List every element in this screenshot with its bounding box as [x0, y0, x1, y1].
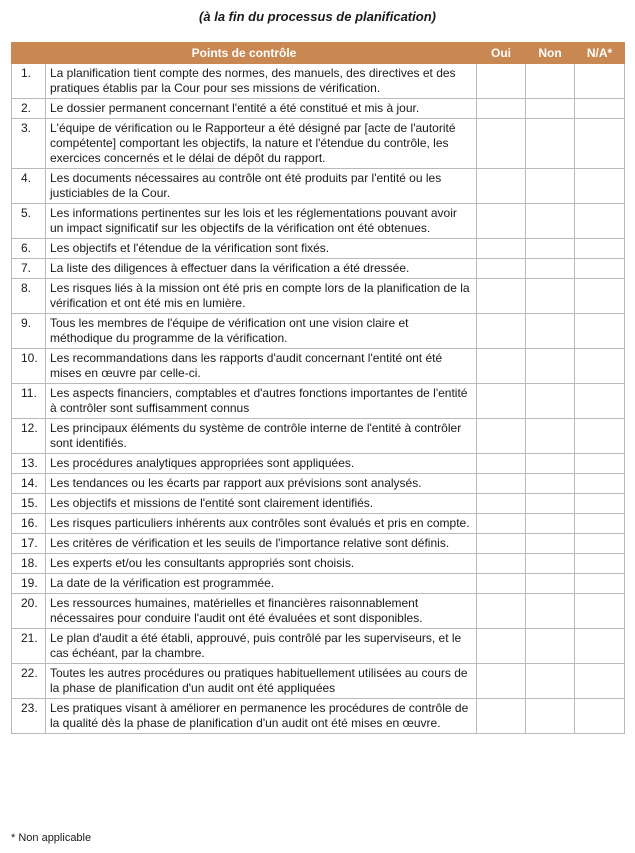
row-text: Tous les membres de l'équipe de vérification ont une vision claire et méthodique du programme de la vérification. — [46, 314, 477, 349]
non-cell[interactable] — [526, 554, 575, 574]
subtitle: (à la fin du processus de planification) — [199, 9, 436, 24]
non-cell[interactable] — [526, 279, 575, 314]
table-row — [12, 574, 625, 594]
row-text: La date de la vérification est programmée. — [46, 574, 477, 594]
na-cell[interactable] — [575, 494, 625, 514]
na-cell[interactable] — [575, 554, 625, 574]
row-text: Le dossier permanent concernant l'entité a été constitué et mis à jour. — [46, 99, 477, 119]
table-row — [12, 664, 625, 699]
na-cell[interactable] — [575, 64, 625, 99]
na-cell[interactable] — [575, 629, 625, 664]
oui-cell[interactable] — [477, 664, 526, 699]
table-row — [12, 494, 625, 514]
header-non: Non — [526, 43, 575, 64]
row-number: 7. — [12, 259, 46, 279]
row-text: Les objectifs et l'étendue de la vérification sont fixés. — [46, 239, 477, 259]
non-cell[interactable] — [526, 474, 575, 494]
table-row — [12, 204, 625, 239]
non-cell[interactable] — [526, 594, 575, 629]
non-cell[interactable] — [526, 534, 575, 554]
row-text: Les aspects financiers, comptables et d'autres fonctions importantes de l'entité à contrôler sont suffisamment connus — [46, 384, 477, 419]
row-number: 22. — [12, 664, 46, 699]
row-text: Les ressources humaines, matérielles et financières raisonnablement nécessaires pour conduire l'audit ont été évaluées et sont disponibles. — [46, 594, 477, 629]
oui-cell[interactable] — [477, 239, 526, 259]
oui-cell[interactable] — [477, 349, 526, 384]
non-cell[interactable] — [526, 384, 575, 419]
oui-cell[interactable] — [477, 594, 526, 629]
row-number: 11. — [12, 384, 46, 419]
non-cell[interactable] — [526, 349, 575, 384]
table-row — [12, 384, 625, 419]
non-cell[interactable] — [526, 314, 575, 349]
row-number: 10. — [12, 349, 46, 384]
na-cell[interactable] — [575, 454, 625, 474]
na-cell[interactable] — [575, 239, 625, 259]
table-row — [12, 419, 625, 454]
non-cell[interactable] — [526, 514, 575, 534]
table-row — [12, 259, 625, 279]
oui-cell[interactable] — [477, 384, 526, 419]
row-text: Toutes les autres procédures ou pratiques habituellement utilisées au cours de la phase de planification d'un audit ont été appliquées — [46, 664, 477, 699]
row-number: 8. — [12, 279, 46, 314]
oui-cell[interactable] — [477, 169, 526, 204]
row-number: 2. — [12, 99, 46, 119]
oui-cell[interactable] — [477, 99, 526, 119]
table-row — [12, 474, 625, 494]
row-number: 4. — [12, 169, 46, 204]
na-cell[interactable] — [575, 259, 625, 279]
row-text: Les experts et/ou les consultants appropriés sont choisis. — [46, 554, 477, 574]
na-cell[interactable] — [575, 699, 625, 734]
row-number: 1. — [12, 64, 46, 99]
row-text: Les principaux éléments du système de contrôle interne de l'entité à contrôler sont identifiés. — [46, 419, 477, 454]
row-number: 19. — [12, 574, 46, 594]
checklist-table — [11, 42, 625, 734]
row-text: L'équipe de vérification ou le Rapporteur a été désigné par [acte de l'autorité compétente] comportant les objectifs, la nature et l'étendue du contrôle, les exercices concernés et le délai de dépôt du rapport. — [46, 119, 477, 169]
oui-cell[interactable] — [477, 279, 526, 314]
row-number: 16. — [12, 514, 46, 534]
row-text: Les risques liés à la mission ont été pris en compte lors de la planification de la vérification et ont été mis en lumière. — [46, 279, 477, 314]
na-cell[interactable] — [575, 419, 625, 454]
non-cell[interactable] — [526, 169, 575, 204]
non-cell[interactable] — [526, 99, 575, 119]
na-cell[interactable] — [575, 169, 625, 204]
table-row — [12, 629, 625, 664]
oui-cell[interactable] — [477, 259, 526, 279]
table-header-row — [12, 43, 625, 64]
footnote: * Non applicable — [11, 832, 92, 844]
row-text: La planification tient compte des normes, des manuels, des directives et des pratiques établis par la Cour pour ses missions de vérification. — [46, 64, 477, 99]
oui-cell[interactable] — [477, 629, 526, 664]
non-cell[interactable] — [526, 64, 575, 99]
oui-cell[interactable] — [477, 494, 526, 514]
row-number: 21. — [12, 629, 46, 664]
table-row — [12, 169, 625, 204]
table-row — [12, 594, 625, 629]
na-cell[interactable] — [575, 514, 625, 534]
na-cell[interactable] — [575, 99, 625, 119]
table-row — [12, 64, 625, 99]
row-text: Les informations pertinentes sur les lois et les réglementations pouvant avoir un impact significatif sur les objectifs de la vérification ont été obtenues. — [46, 204, 477, 239]
oui-cell[interactable] — [477, 119, 526, 169]
row-number: 6. — [12, 239, 46, 259]
non-cell[interactable] — [526, 419, 575, 454]
non-cell[interactable] — [526, 629, 575, 664]
row-text: Les risques particuliers inhérents aux contrôles sont évalués et pris en compte. — [46, 514, 477, 534]
header-na: N/A* — [575, 43, 625, 64]
oui-cell[interactable] — [477, 64, 526, 99]
oui-cell[interactable] — [477, 534, 526, 554]
row-number: 5. — [12, 204, 46, 239]
non-cell[interactable] — [526, 699, 575, 734]
non-cell[interactable] — [526, 239, 575, 259]
na-cell[interactable] — [575, 279, 625, 314]
oui-cell[interactable] — [477, 574, 526, 594]
row-text: Les recommandations dans les rapports d'audit concernant l'entité ont été mises en œuvre par celle-ci. — [46, 349, 477, 384]
na-cell[interactable] — [575, 119, 625, 169]
table-row — [12, 699, 625, 734]
na-cell[interactable] — [575, 574, 625, 594]
row-text: Les procédures analytiques appropriées sont appliquées. — [46, 454, 477, 474]
row-number: 18. — [12, 554, 46, 574]
oui-cell[interactable] — [477, 699, 526, 734]
row-number: 15. — [12, 494, 46, 514]
row-number: 14. — [12, 474, 46, 494]
header-oui: Oui — [477, 43, 526, 64]
table-row — [12, 454, 625, 474]
na-cell[interactable] — [575, 474, 625, 494]
non-cell[interactable] — [526, 664, 575, 699]
row-number: 20. — [12, 594, 46, 629]
table-row — [12, 534, 625, 554]
row-number: 13. — [12, 454, 46, 474]
na-cell[interactable] — [575, 664, 625, 699]
table-row — [12, 99, 625, 119]
na-cell[interactable] — [575, 594, 625, 629]
oui-cell[interactable] — [477, 474, 526, 494]
table-row — [12, 314, 625, 349]
na-cell[interactable] — [575, 349, 625, 384]
table-row — [12, 239, 625, 259]
na-cell[interactable] — [575, 204, 625, 239]
row-number: 9. — [12, 314, 46, 349]
row-text: Le plan d'audit a été établi, approuvé, puis contrôlé par les superviseurs, et le cas échéant, par la chambre. — [46, 629, 477, 664]
row-text: Les objectifs et missions de l'entité sont clairement identifiés. — [46, 494, 477, 514]
table-row — [12, 279, 625, 314]
row-text: Les pratiques visant à améliorer en permanence les procédures de contrôle de la qualité dès la phase de planification d'un audit ont été mises en œuvre. — [46, 699, 477, 734]
non-cell[interactable] — [526, 494, 575, 514]
na-cell[interactable] — [575, 314, 625, 349]
oui-cell[interactable] — [477, 314, 526, 349]
non-cell[interactable] — [526, 119, 575, 169]
oui-cell[interactable] — [477, 454, 526, 474]
oui-cell[interactable] — [477, 419, 526, 454]
row-text: La liste des diligences à effectuer dans la vérification a été dressée. — [46, 259, 477, 279]
row-number: 17. — [12, 534, 46, 554]
non-cell[interactable] — [526, 454, 575, 474]
na-cell[interactable] — [575, 534, 625, 554]
oui-cell[interactable] — [477, 554, 526, 574]
header-points: Points de contrôle — [12, 43, 477, 64]
row-number: 23. — [12, 699, 46, 734]
row-text: Les tendances ou les écarts par rapport aux prévisions sont analysés. — [46, 474, 477, 494]
non-cell[interactable] — [526, 574, 575, 594]
table-row — [12, 554, 625, 574]
oui-cell[interactable] — [477, 514, 526, 534]
non-cell[interactable] — [526, 259, 575, 279]
table-body — [12, 64, 625, 734]
table-row — [12, 514, 625, 534]
row-number: 12. — [12, 419, 46, 454]
row-text: Les critères de vérification et les seuils de l'importance relative sont définis. — [46, 534, 477, 554]
oui-cell[interactable] — [477, 204, 526, 239]
table-row — [12, 119, 625, 169]
non-cell[interactable] — [526, 204, 575, 239]
row-number: 3. — [12, 119, 46, 169]
table-row — [12, 349, 625, 384]
row-text: Les documents nécessaires au contrôle ont été produits par l'entité ou les justiciables de la Cour. — [46, 169, 477, 204]
na-cell[interactable] — [575, 384, 625, 419]
